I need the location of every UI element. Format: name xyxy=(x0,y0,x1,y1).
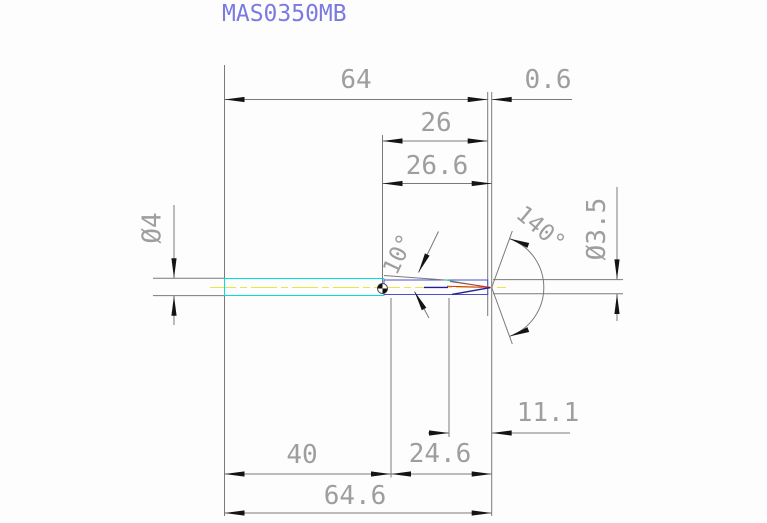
dim-label-64: 64 xyxy=(340,65,372,95)
dim-label-140deg: 140° xyxy=(510,201,570,257)
dimension-lines xyxy=(174,100,617,514)
datum-marker xyxy=(378,284,388,294)
dim-label-dia4: Ø4 xyxy=(137,212,168,244)
dim-label-26: 26 xyxy=(420,108,452,138)
dim-label-dia35: Ø3.5 xyxy=(582,197,612,261)
extension-lines xyxy=(153,65,623,516)
point-angle-line-lower xyxy=(492,288,513,345)
datum-quadrant-lower-right xyxy=(383,289,388,294)
point-edge-navy xyxy=(452,288,491,295)
dim-label-0-6: 0.6 xyxy=(524,65,572,95)
dim-label-24-6: 24.6 xyxy=(408,439,472,469)
dim-label-11-1: 11.1 xyxy=(516,398,580,428)
dim-label-40: 40 xyxy=(286,440,318,470)
dim-label-26-6: 26.6 xyxy=(405,151,469,181)
leader-10-lower xyxy=(415,292,430,319)
dim-arc-140 xyxy=(510,239,544,337)
leader-10-upper xyxy=(419,232,439,273)
dim-label-10deg: 10° xyxy=(378,230,420,279)
dim-label-64-6: 64.6 xyxy=(323,481,387,511)
datum-quadrant-upper-left xyxy=(378,284,383,289)
tool-geometry xyxy=(210,231,512,344)
point-angle-line-upper xyxy=(492,231,513,288)
drawing-title: MAS0350MB xyxy=(222,1,347,27)
